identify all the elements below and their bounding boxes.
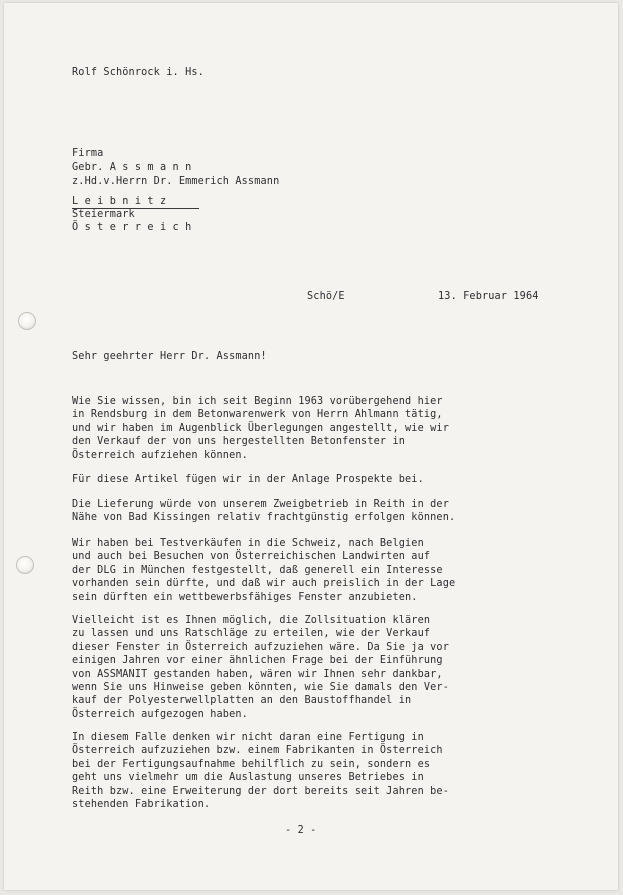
body-line: und wir haben im Augenblick Überlegungen angestellt, wie wir bbox=[72, 422, 450, 434]
salutation: Sehr geehrter Herr Dr. Assmann! bbox=[72, 351, 267, 362]
recipient-country: Ö s t e r r e i c h bbox=[72, 222, 192, 233]
letter-date: 13. Februar 1964 bbox=[438, 291, 539, 302]
body-line: Die Lieferung würde von unserem Zweigbetrieb in Reith in der bbox=[72, 499, 450, 510]
reference-code: Schö/E bbox=[307, 291, 345, 302]
body-line: Vielleicht ist es Ihnen möglich, die Zollsituation klären bbox=[72, 615, 431, 626]
body-line: in Rendsburg in dem Betonwarenwerk von Herrn Ahlmann tätig, bbox=[72, 409, 443, 421]
body-line: Österreich aufzuziehen bzw. einem Fabrikanten in Österreich bbox=[72, 745, 443, 757]
body-line: sein dürften ein wettbewerbsfähiges Fenster anzubieten. bbox=[72, 591, 418, 603]
body-line: Wie Sie wissen, bin ich seit Beginn 1963 vorübergehend hier bbox=[72, 396, 443, 407]
body-line: von ASSMANIT gestanden haben, wären wir Ihnen sehr dankbar, bbox=[72, 668, 443, 680]
sender-line: Rolf Schönrock i. Hs. bbox=[72, 67, 204, 78]
body-line: Wir haben bei Testverkäufen in die Schweiz, nach Belgien bbox=[72, 538, 424, 549]
body-line: der DLG in München festgestellt, daß generell ein Interesse bbox=[72, 564, 443, 576]
recipient-city: L e i b n i t z bbox=[72, 196, 167, 207]
body-line: einigen Jahren vor einer ähnlichen Frage bei der Einführung bbox=[72, 655, 443, 667]
body-line: stehenden Fabrikation. bbox=[72, 799, 211, 810]
body-line: Österreich aufgezogen haben. bbox=[72, 708, 248, 720]
body-line: geht uns vielmehr um die Auslastung unseres Betriebes in bbox=[72, 772, 424, 784]
body-line: bei der Fertigungsaufnahme behilflich zu sein, sondern es bbox=[72, 758, 431, 770]
body-line: Reith bzw. eine Erweiterung der dort bereits seit Jahren be- bbox=[72, 785, 450, 797]
punch-hole-top bbox=[18, 312, 36, 330]
body-line: Für diese Artikel fügen wir in der Anlage Prospekte bei. bbox=[72, 474, 424, 485]
body-line: Nähe von Bad Kissingen relativ frachtgünstig erfolgen können. bbox=[72, 512, 456, 524]
recipient-firm-label: Firma bbox=[72, 148, 104, 159]
body-line: kauf der Polyesterwellplatten an den Baustoffhandel in bbox=[72, 695, 412, 707]
recipient-state: Steiermark bbox=[72, 209, 135, 220]
body-line: Österreich aufziehen können. bbox=[72, 449, 248, 461]
page-number-marker: - 2 - bbox=[285, 825, 317, 836]
punch-hole-bottom bbox=[16, 556, 34, 574]
body-line: In diesem Falle denken wir nicht daran eine Fertigung in bbox=[72, 732, 424, 743]
recipient-attention: z.Hd.v.Herrn Dr. Emmerich Assmann bbox=[72, 176, 280, 187]
body-line: und auch bei Besuchen von Österreichischen Landwirten auf bbox=[72, 551, 431, 563]
body-line: den Verkauf der von uns hergestellten Betonfenster in bbox=[72, 436, 406, 448]
recipient-company: Gebr. A s s m a n n bbox=[72, 162, 192, 173]
body-line: zu lassen und uns Ratschläge zu erteilen, wie der Verkauf bbox=[72, 628, 431, 640]
body-line: wenn Sie uns Hinweise geben könnten, wie Sie damals den Ver- bbox=[72, 682, 450, 693]
body-line: vorhanden sein dürfte, und daß wir auch preislich in der Lage bbox=[72, 578, 456, 590]
body-line: dieser Fenster in Österreich aufzuziehen wäre. Da Sie ja vor bbox=[72, 641, 450, 653]
